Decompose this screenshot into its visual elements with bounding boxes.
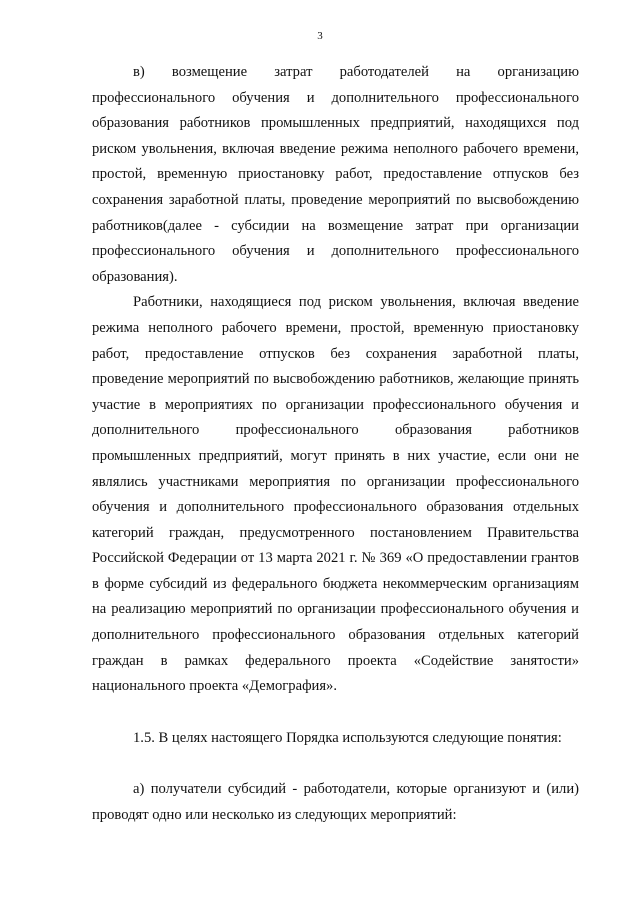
paragraph-compensation-costs: в) возмещение затрат работодателей на организацию профессионального обучения и дополнительного профессионального образования работников промышленных предприятий, находящихся под риском увольнения, включая введение режима неполного рабочего времени, простой, временную приостановку работ, предоставление отпусков без сохранения заработной платы, проведение мероприятий по высвобождению работников(далее - субсидии на возмещение затрат при организации профессионального обучения и дополнительного профессионального образования).	[92, 64, 579, 285]
page-number: 3	[317, 30, 323, 42]
paragraph-subsidy-recipients: а) получатели субсидий - работодатели, которые организуют и (или) проводят одно или несколько из следующих мероприятий:	[92, 781, 579, 824]
paragraph-definitions-intro: 1.5. В целях настоящего Порядка используются следующие понятия:	[133, 729, 562, 746]
paragraph-employees-at-risk: Работники, находящиеся под риском увольнения, включая введение режима неполного рабочего времени, простой, временную приостановку работ, предоставление отпусков без сохранения заработной платы, проведение мероприятий по высвобождению работников, желающие принять участие в мероприятиях по организации профессионального обучения и дополнительного профессионального образования работников промышленных предприятий, могут принять в них участие, если они не являлись участниками мероприятия по организации профессионального обучения и дополнительного профессионального образования отдельных категорий граждан, предусмотренного постановлением Правительства Российской Федерации от 13 марта 2021 г. № 369 «О предоставлении грантов в форме субсидий из федерального бюджета некоммерческим организациям на реализацию мероприятий по организации профессионального обучения и дополнительного профессионального образования отдельных категорий граждан в рамках федерального проекта «Содействие занятости» национального проекта «Демография».	[92, 294, 579, 695]
document-body	[92, 60, 579, 829]
